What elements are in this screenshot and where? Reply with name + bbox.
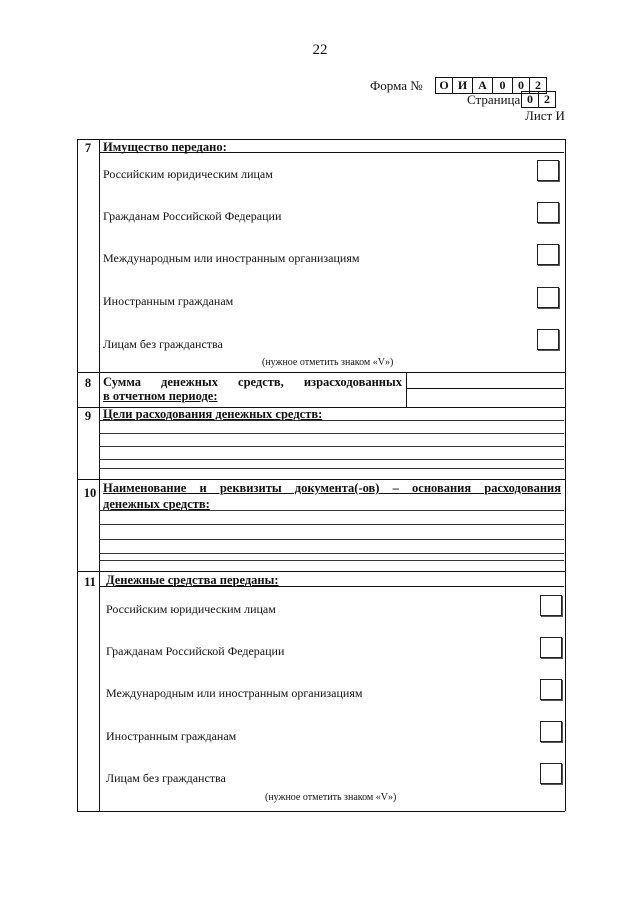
checkbox[interactable] [540,721,562,742]
title-rule [99,586,564,587]
section-title: Цели расходования денежных средств: [103,407,323,421]
section-title: Имущество передано: [103,140,227,154]
checkbox[interactable] [540,679,562,700]
form-code-cell: И [453,78,473,94]
entry-line[interactable] [99,433,564,434]
entry-line[interactable] [99,539,564,540]
checkbox[interactable] [537,287,559,308]
entry-line[interactable] [99,510,564,511]
checkbox[interactable] [537,202,559,223]
option-label: Иностранным гражданам [106,729,237,743]
checkbox[interactable] [537,244,559,265]
entry-line[interactable] [99,560,564,561]
section-number: 8 [84,376,92,390]
checkbox[interactable] [537,160,559,181]
form-code-cell: 0 [493,78,513,94]
page-label: Страница [467,92,521,107]
form-frame [77,139,566,811]
marking-hint: (нужное отметить знаком «V») [265,792,397,803]
option-label: Лицам без гражданства [106,771,226,785]
row-divider [77,571,565,572]
section-title: Денежные средства переданы: [106,573,279,587]
option-label: Международным или иностранным организациям [103,251,360,265]
option-label: Гражданам Российской Федерации [106,644,285,658]
page-code-cell: 0 [522,92,539,108]
option-label: Лицам без гражданства [103,337,223,351]
form-code-cell: О [436,78,453,94]
page-code [521,91,556,108]
checkbox[interactable] [540,763,562,784]
option-label: Международным или иностранным организациям [106,686,363,700]
amount-field[interactable] [407,373,564,406]
sheet-label: Лист И [525,108,565,123]
row-divider [77,811,565,812]
section-number: 9 [84,409,92,423]
page-code-cell: 2 [539,92,556,108]
entry-line[interactable] [99,468,564,469]
entry-line[interactable] [99,459,564,460]
title-rule [99,152,564,153]
entry-line[interactable] [99,420,564,421]
number-column-divider [99,139,100,811]
section-number: 10 [83,486,97,500]
form-code-cell: А [473,78,493,94]
checkbox[interactable] [540,595,562,616]
checkbox[interactable] [537,329,559,350]
entry-line[interactable] [99,446,564,447]
page-number: 22 [312,42,328,58]
section-number: 7 [84,141,92,155]
section-number: 11 [84,575,96,589]
option-label: Российским юридическим лицам [106,602,276,616]
marking-hint: (нужное отметить знаком «V») [262,357,394,368]
form-code-cell: 2 [530,78,547,94]
entry-line[interactable] [99,524,564,525]
entry-line[interactable] [99,553,564,554]
row-divider [77,479,565,480]
option-label: Российским юридическим лицам [103,167,273,181]
section-title: Сумма денежных средств, израсходованных [103,375,402,389]
form-label: Форма № [370,78,423,93]
section-title: Наименование и реквизиты документа(-ов) – основания расходования [103,481,561,495]
option-label: Гражданам Российской Федерации [103,209,282,223]
option-label: Иностранным гражданам [103,294,234,308]
form-code-cell: 0 [513,78,530,94]
section-title-continued: в отчетном периоде: [103,389,218,403]
section-title-continued: денежных средств: [103,497,210,511]
checkbox[interactable] [540,637,562,658]
